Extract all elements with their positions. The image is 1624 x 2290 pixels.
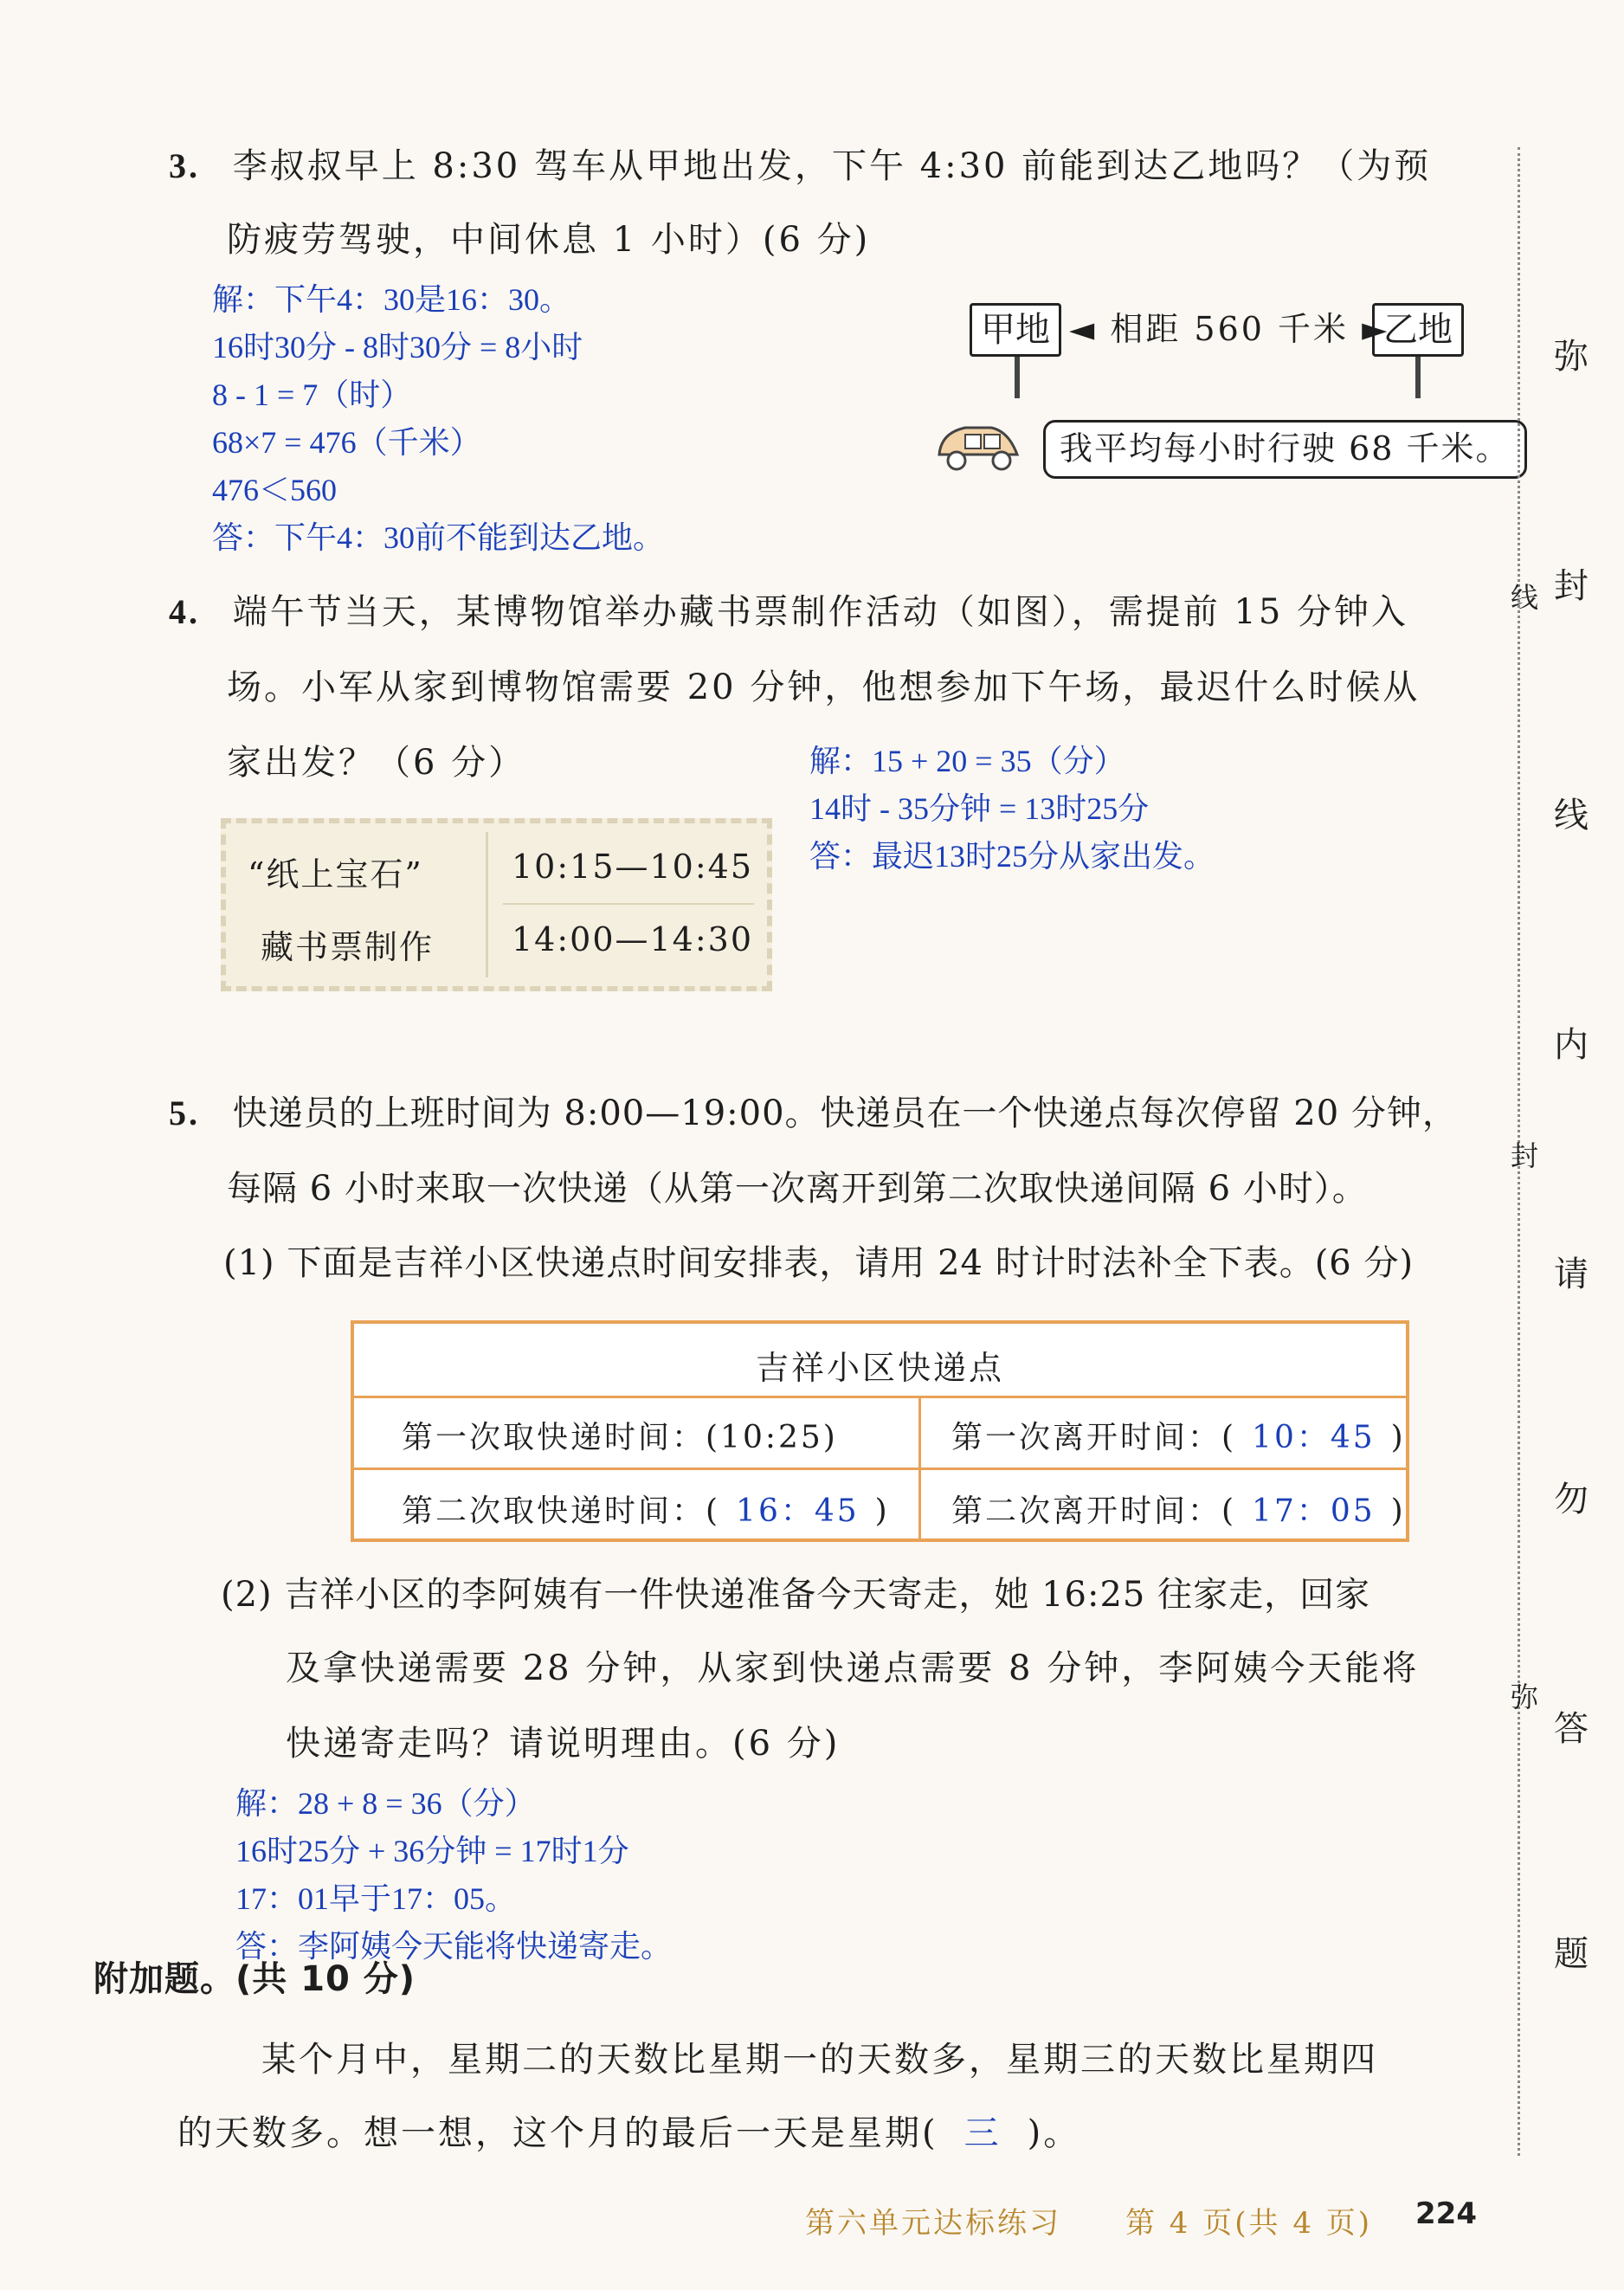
q3-answer-6: 答：下午4：30前不能到达乙地。 bbox=[212, 520, 665, 555]
side-char-8: 题 bbox=[1554, 1934, 1589, 1974]
seal-label-mi: 弥 bbox=[1511, 1680, 1539, 1713]
q5-line2: 每隔 6 小时来取一次快递（从第一次离开到第二次取快递间隔 6 小时）。 bbox=[227, 1169, 1368, 1209]
q4-line3: 家出发？（6 分） bbox=[227, 743, 526, 783]
schedule-row2-time: 14:00—14:30 bbox=[512, 920, 754, 958]
first-leave-label: 第一次离开时间：( bbox=[951, 1420, 1237, 1455]
bonus-answer: 三 bbox=[963, 2113, 1002, 2153]
arrow-right-icon: ► bbox=[1362, 310, 1390, 348]
q5-answer-2: 16时25分 + 36分钟 = 17时1分 bbox=[235, 1834, 629, 1868]
q3-line1 bbox=[169, 145, 1431, 187]
speech-bubble: 我平均每小时行驶 68 千米。 bbox=[1043, 420, 1527, 479]
schedule-row1-name: “纸上宝石” bbox=[248, 855, 423, 893]
second-pickup-label: 第二次取快递时间：( bbox=[402, 1493, 721, 1529]
table-cell-second-leave bbox=[951, 1487, 1406, 1531]
q5-sub1: (1) 下面是吉祥小区快递点时间安排表，请用 24 时计时法补全下表。(6 分) bbox=[223, 1243, 1415, 1283]
delivery-time-table bbox=[351, 1320, 1409, 1542]
schedule-row2-name: 藏书票制作 bbox=[261, 928, 435, 966]
seal-label-feng: 封 bbox=[1511, 1139, 1539, 1172]
sign-start-location: 甲地 bbox=[970, 303, 1061, 357]
sign-end-location: 乙地 bbox=[1372, 303, 1464, 357]
footer-page-info: 第 4 页(共 4 页) bbox=[1125, 2206, 1373, 2241]
table-cell-first-pickup bbox=[402, 1413, 838, 1457]
q5-sub2-line2: 及拿快递需要 28 分钟，从家到快递点需要 8 分钟，李阿姨今天能将 bbox=[286, 1648, 1420, 1688]
q5-text-1: 快递员的上班时间为 8:00—19:00。快递员在一个快递点每次停留 20 分钟， bbox=[232, 1093, 1458, 1133]
second-leave-label: 第二次离开时间：( bbox=[951, 1493, 1237, 1529]
side-char-2: 封 bbox=[1554, 566, 1589, 606]
table-title: 吉祥小区快递点 bbox=[755, 1349, 1004, 1387]
q5-answer-4: 答：李阿姨今天能将快递寄走。 bbox=[235, 1929, 673, 1964]
second-leave-close: ) bbox=[1390, 1493, 1406, 1529]
second-pickup-close: ) bbox=[874, 1493, 890, 1529]
q5-line1 bbox=[169, 1093, 1458, 1134]
table-divider-v bbox=[918, 1396, 921, 1538]
first-pickup-close: ) bbox=[822, 1420, 838, 1455]
q3-answer-3: 8 - 1 = 7（时） bbox=[212, 377, 412, 412]
q4-line2: 场。小军从家到博物馆需要 20 分钟，他想参加下午场，最迟什么时候从 bbox=[227, 668, 1421, 707]
q3-answer-2: 16时30分 - 8时30分 = 8小时 bbox=[212, 330, 583, 364]
q4-text-1: 端午节当天，某博物馆举办藏书票制作活动（如图），需提前 15 分钟入 bbox=[232, 592, 1409, 632]
schedule-divider bbox=[486, 832, 488, 977]
bonus-line2-end: )。 bbox=[1027, 2113, 1081, 2153]
car-icon bbox=[931, 416, 1026, 476]
distance-text: 相距 560 千米 bbox=[1110, 310, 1350, 348]
q5-answer-3: 17：01早于17：05。 bbox=[235, 1881, 517, 1916]
first-pickup-label: 第一次取快递时间：( bbox=[402, 1420, 721, 1455]
sign-post-right bbox=[1415, 355, 1421, 398]
q5-sub2-line3: 快递寄走吗？请说明理由。(6 分) bbox=[286, 1724, 841, 1764]
sign-post-left bbox=[1015, 355, 1020, 398]
first-leave-value: 10：45 bbox=[1252, 1420, 1376, 1455]
side-char-6: 勿 bbox=[1554, 1480, 1589, 1519]
q4-answer-3: 答：最迟13时25分从家出发。 bbox=[809, 839, 1215, 874]
side-char-1: 弥 bbox=[1554, 337, 1589, 377]
side-char-5: 请 bbox=[1554, 1255, 1589, 1294]
q3-text-1: 李叔叔早上 8:30 驾车从甲地出发，下午 4:30 前能到达乙地吗？（为预 bbox=[232, 146, 1432, 186]
table-divider-2 bbox=[354, 1468, 1406, 1470]
distance-label bbox=[1069, 310, 1389, 350]
table-divider-1 bbox=[354, 1396, 1406, 1398]
q4-answer-1: 解：15 + 20 = 35（分） bbox=[809, 744, 1125, 778]
first-pickup-value: 10:25 bbox=[720, 1420, 823, 1455]
arrow-left-icon: ◄ bbox=[1069, 310, 1098, 348]
table-cell-second-pickup bbox=[402, 1487, 890, 1531]
bonus-line2 bbox=[177, 2113, 1080, 2154]
schedule-row-divider bbox=[503, 903, 754, 905]
q3-line2: 防疲劳驾驶，中间休息 1 小时）(6 分) bbox=[227, 220, 871, 260]
q4-line1 bbox=[169, 591, 1408, 633]
side-char-3: 线 bbox=[1554, 796, 1589, 835]
q3-answer-4: 68×7 = 476（千米） bbox=[212, 425, 481, 460]
bonus-line2-text: 的天数多。想一想，这个月的最后一天是星期( bbox=[177, 2113, 938, 2153]
table-cell-first-leave bbox=[951, 1413, 1406, 1457]
footer-page-number: 224 bbox=[1415, 2196, 1477, 2231]
q3-answer-5: 476＜560 bbox=[212, 473, 338, 507]
activity-schedule-card bbox=[221, 818, 772, 991]
q3-answer-1: 解：下午4：30是16：30。 bbox=[212, 282, 571, 317]
footer-unit: 第六单元达标练习 bbox=[805, 2206, 1061, 2241]
bonus-line1: 某个月中，星期二的天数比星期一的天数多，星期三的天数比星期四 bbox=[261, 2040, 1378, 2080]
q5-number: 5. bbox=[169, 1093, 200, 1132]
second-pickup-value: 16：45 bbox=[736, 1493, 860, 1529]
schedule-row1-time: 10:15—10:45 bbox=[512, 848, 754, 886]
q4-answer-2: 14时 - 35分钟 = 13时25分 bbox=[809, 791, 1150, 826]
q3-number: 3. bbox=[169, 146, 200, 185]
bonus-title: 附加题。(共 10 分) bbox=[93, 1959, 416, 1999]
side-char-7: 答 bbox=[1554, 1709, 1589, 1749]
q5-sub2-line1: (2) 吉祥小区的李阿姨有一件快递准备今天寄走，她 16:25 往家走，回家 bbox=[221, 1575, 1371, 1615]
side-char-4: 内 bbox=[1554, 1025, 1589, 1065]
q5-answer-1: 解：28 + 8 = 36（分） bbox=[235, 1786, 536, 1821]
second-leave-value: 17：05 bbox=[1252, 1493, 1376, 1529]
seal-label-xian: 线 bbox=[1511, 581, 1539, 614]
q4-number: 4. bbox=[169, 592, 200, 631]
first-leave-close: ) bbox=[1390, 1420, 1406, 1455]
